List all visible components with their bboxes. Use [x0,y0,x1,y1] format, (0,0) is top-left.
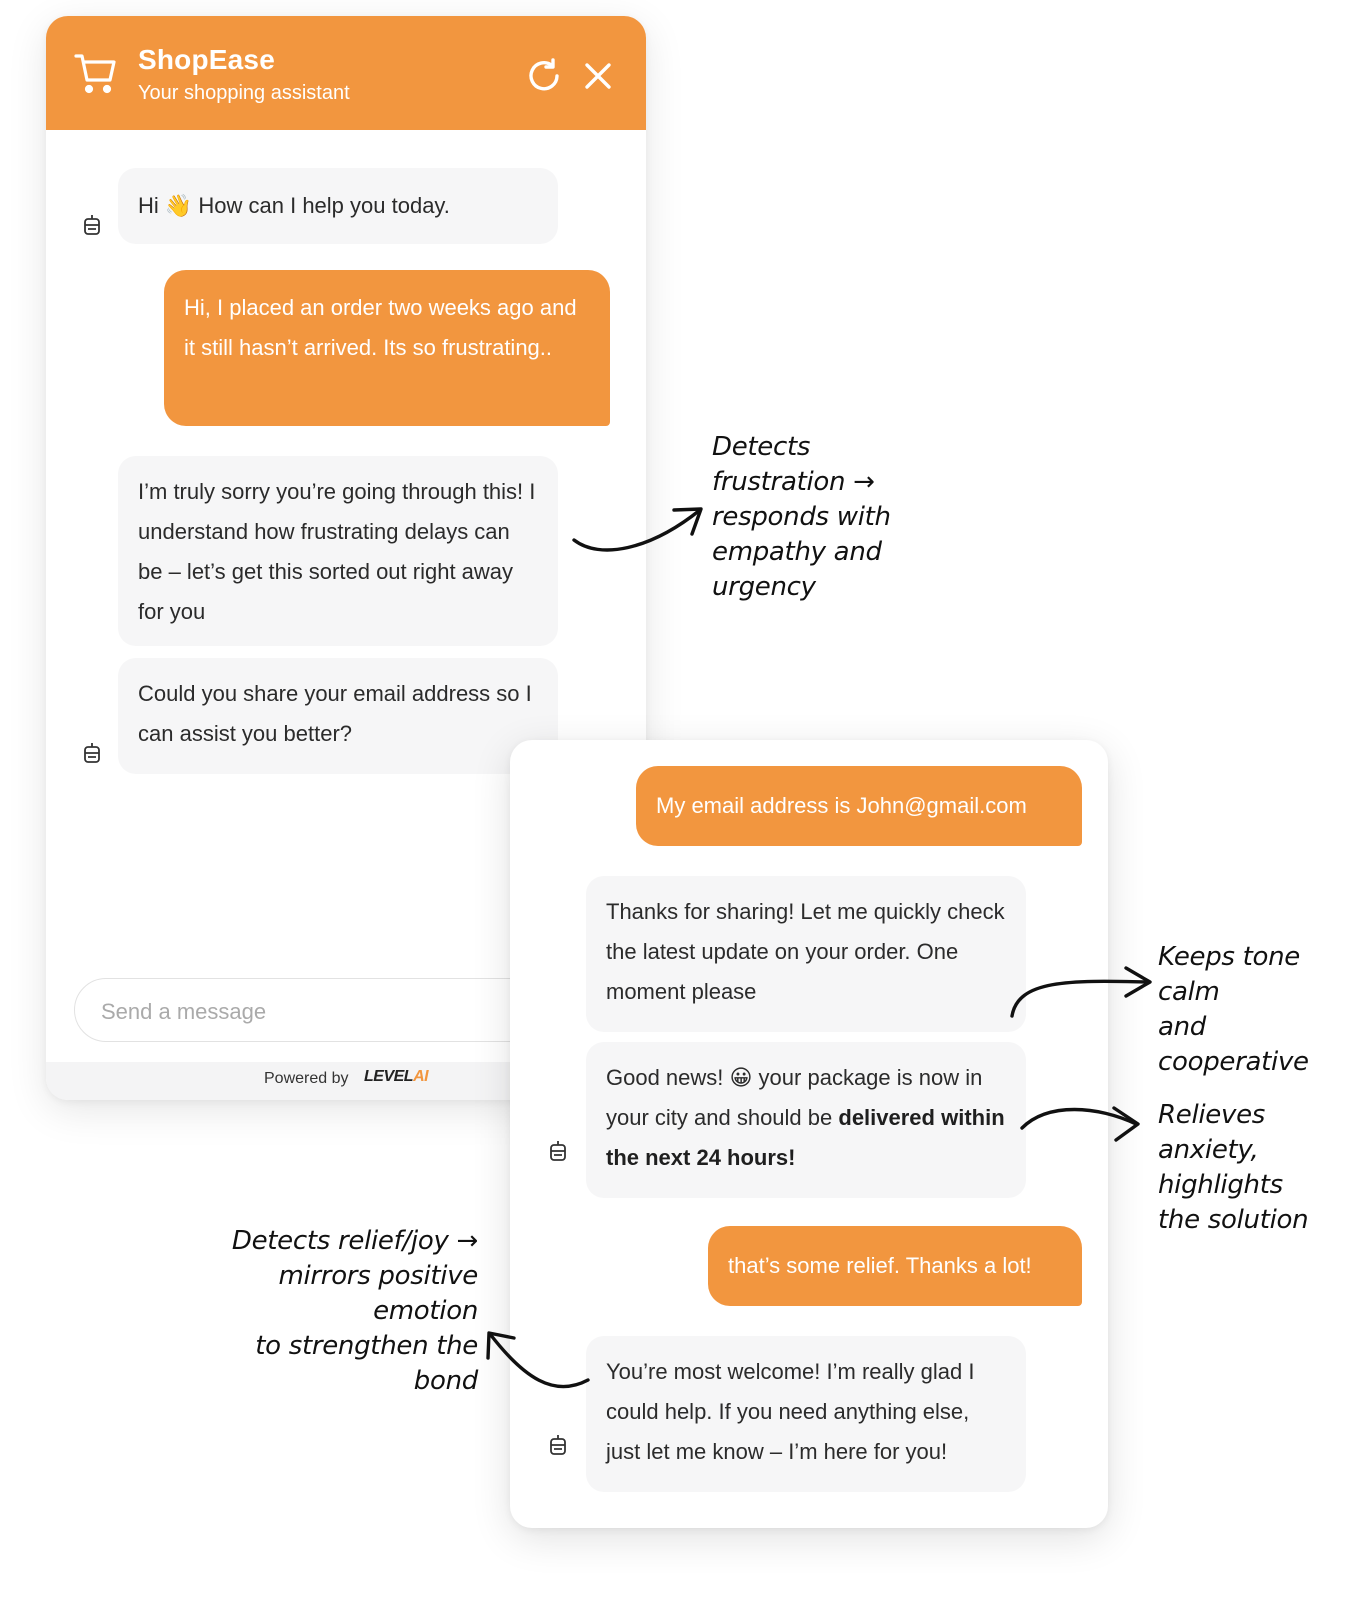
annotation-line: the solution [1158,1205,1309,1235]
bot-message [118,456,558,646]
message-text-bold: delivered within the next 24 hours! [606,1105,1005,1170]
annotation-line: and cooperative [1158,1012,1309,1077]
message-input[interactable] [99,991,483,1033]
message-text: Hi, I placed an order two weeks ago and it still hasn’t arrived. Its so frustrating.. [184,295,577,360]
annotation-line: urgency [712,572,816,602]
annotation-line: responds with [712,502,891,532]
annotation-line: frustration → [712,467,875,497]
refresh-button[interactable] [524,56,564,96]
message-text: You’re most welcome! I’m really glad I could help. If you need anything else, just let me know – I’m here for you! [606,1359,975,1464]
message-text: that’s some relief. Thanks a lot! [728,1253,1032,1278]
annotation-line: mirrors positive emotion [278,1261,478,1326]
bot-message [586,1042,1026,1198]
annotation-line: empathy and [712,537,882,567]
user-message [708,1226,1082,1306]
bot-message [586,1336,1026,1492]
app-title: ShopEase [138,44,275,75]
annotation-line: anxiety, highlights [1158,1135,1283,1200]
annotation-joy [196,1224,478,1399]
annotation-relief [1158,1098,1361,1238]
annotation-line: Keeps tone calm [1158,942,1301,1007]
bot-message [118,168,558,244]
message-text: Hi 👋 How can I help you today. [138,193,450,218]
brand-logo [364,1068,428,1086]
annotation-arrow-icon [570,500,710,570]
bot-avatar-icon [82,214,102,236]
annotation-arrow-icon [484,1328,594,1398]
annotation-arrow-icon [1008,960,1158,1020]
annotation-calm [1158,940,1361,1080]
annotation-line: to strengthen the bond [255,1331,478,1396]
close-button[interactable] [578,56,618,96]
bot-avatar-icon [82,742,102,764]
shopping-cart-icon [74,50,118,99]
annotation-arrow-icon [1018,1100,1148,1150]
bot-message [586,876,1026,1032]
logo-suffix: AI [413,1068,429,1085]
chat-header [46,16,646,130]
user-message [164,270,610,426]
message-text: Thanks for sharing! Let me quickly check the latest update on your order. One moment please [606,899,1005,1004]
refresh-icon [525,57,563,95]
powered-by-label: Powered by [264,1070,349,1087]
annotation-line: Detects relief/joy → [231,1226,478,1256]
message-text: Could you share your email address so I can assist you better? [138,681,532,746]
app-subtitle: Your shopping assistant [138,82,350,104]
close-icon [583,61,613,91]
annotation-line: Detects [712,432,811,462]
annotation-line: Relieves [1158,1100,1266,1130]
annotation-frustration [712,430,891,605]
bot-message [118,658,558,774]
bot-avatar-icon [548,1140,568,1162]
user-message [636,766,1082,846]
logo-text: LEVEL [364,1068,414,1085]
bot-avatar-icon [548,1434,568,1456]
message-text: My email address is John@gmail.com [656,793,1027,818]
message-text: I’m truly sorry you’re going through this! I understand how frustrating delays can be – let’s get this sorted out right away for you [138,479,536,624]
message-text: Good news! 😀 your package is now in your city and should be [606,1065,983,1130]
